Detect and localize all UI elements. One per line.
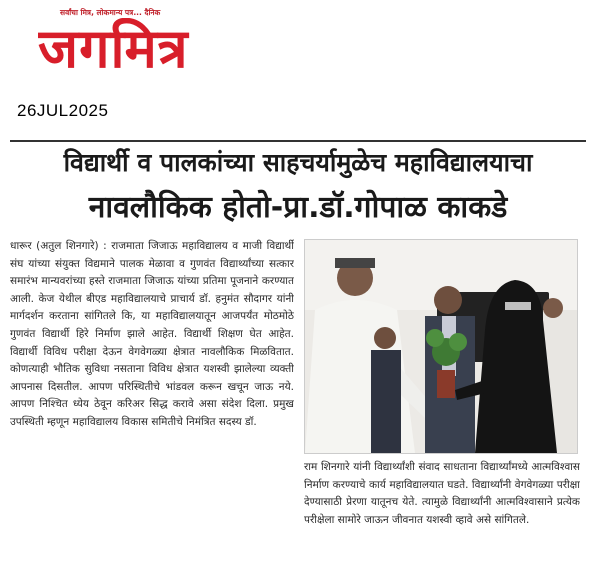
newspaper-logo: जगमित्र	[38, 18, 189, 80]
headline-line-2: नावलौकिक होतो-प्रा.डॉ.गोपाळ काकडे	[88, 190, 508, 225]
article-photo	[304, 239, 578, 454]
top-divider	[10, 140, 586, 142]
edition-date: 26JUL2025	[17, 101, 109, 120]
masthead-tagline: सर्वांचा मित्र, लोकमान्य पत्र... दैनिक	[60, 8, 161, 17]
event-photo-illustration	[305, 240, 577, 453]
article-body-left-column	[10, 238, 294, 578]
article-paragraph-right: राम शिनगारे यांनी विद्यार्थ्यांशी संवाद साधताना विद्यार्थ्यांमध्ये आत्मविश्वास निर्माण करण्याचे कार्य महाविद्यालयात घडते. विद्यार्थ्यांनी वेगवेगळ्या परीक्षा देण्यासाठी प्रेरणा यातूनच येते. त्यामुळे विद्यार्थ्यांनी आत्मविश्वासाने प्रत्येक परीक्षेला सामोरे जाऊन जीवनात यशस्वी व्हावे असे सांगितले.	[304, 461, 580, 526]
article-body-right-column	[304, 459, 580, 579]
article-paragraph-left: धारूर (अतुल शिनगारे) : राजमाता जिजाऊ महाविद्यालय व माजी विद्यार्थी संघ यांच्या संयुक्त विद्यमाने पालक मेळावा व गुणवंत विद्यार्थ्यांच्या सत्कार समारंभ मान्यवरांच्या हस्ते राजमाता जिजाऊ यांच्या प्रतिमा पूजनाने करण्यात आली. केज येथील बीएड महाविद्यालयाचे प्राचार्य डॉ. हनुमंत सौदागर यांनी मार्गदर्शन करताना सांगितले कि, या महाविद्यालयातून आजपर्यंत मोठमोठे गुणवंत विद्यार्थी हिरे निर्माण झाले आहेत. विद्यार्थी शिक्षण घेत आहेत. विद्यार्थी विविध परीक्षा देऊन वेगवेगळ्या क्षेत्रात नावलौकिक मिळवितात. कोणत्याही भौतिक सुविधा नसताना विविध क्षेत्रात यशस्वी झालेल्या व्यक्ती आपनास दिसतील. आपण परिस्थितीचे भांडवल करून खचून जाऊ नये. आपण निश्चित ध्येय ठेवून करिअर सिद्ध करावे असा संदेश दिला. प्रमुख उपस्थिती म्हणून महाविद्यालय विकास समितीचे निमंत्रित सदस्य डॉ.	[10, 240, 294, 428]
headline-line-1: विद्यार्थी व पालकांच्या साहचर्यामुळेच महाविद्यालयाचा	[63, 148, 533, 177]
